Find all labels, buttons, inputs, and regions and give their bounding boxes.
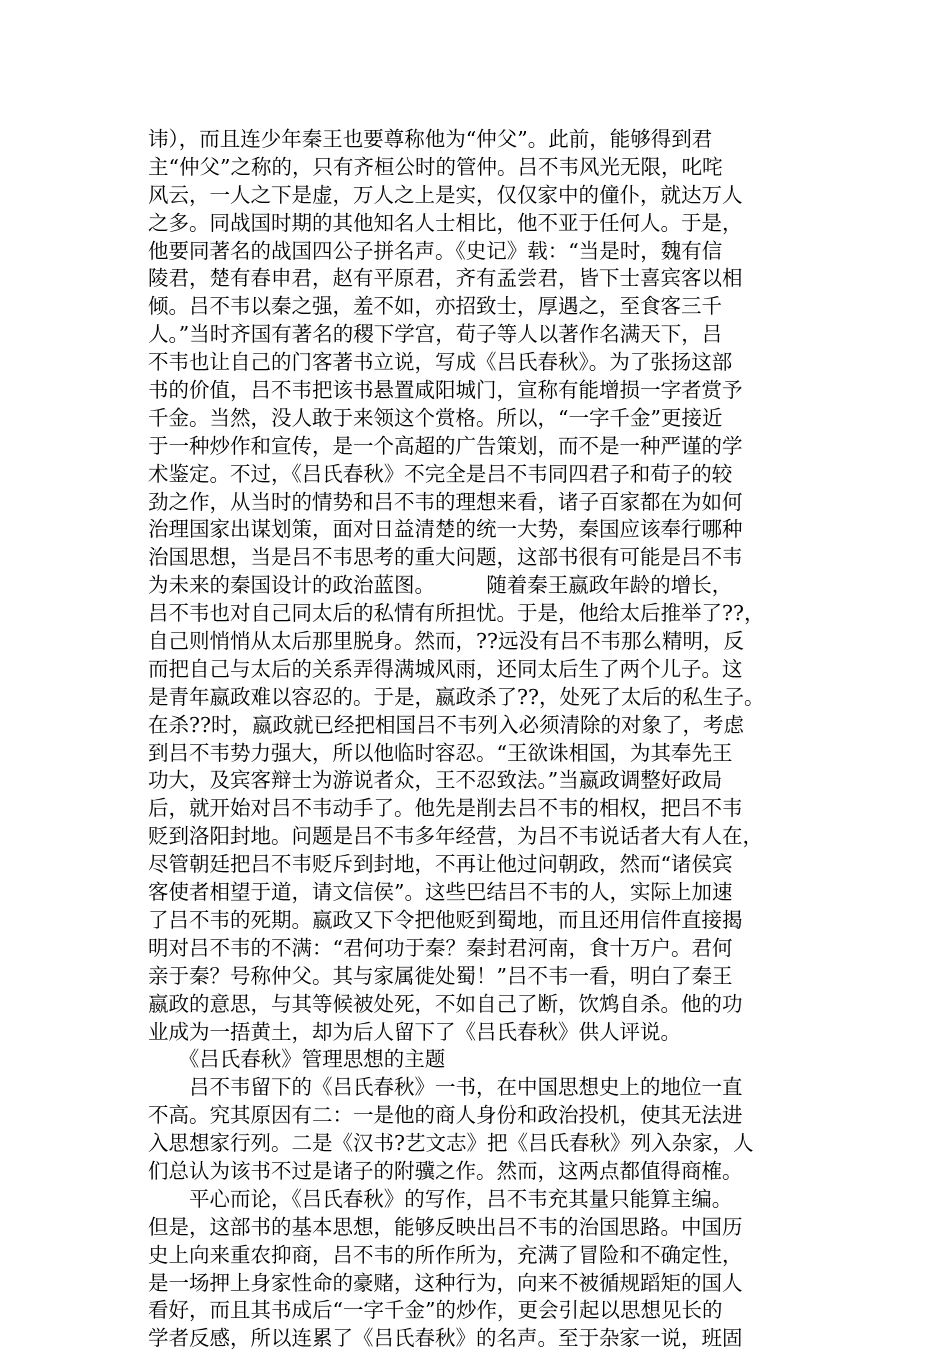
text-line: 是青年嬴政难以容忍的。于是，嬴政杀了??，处死了太后的私生子。 — [148, 684, 765, 709]
text-line: 术鉴定。不过，《吕氏春秋》不完全是吕不韦同四君子和荀子的较 — [148, 461, 733, 486]
text-line: 不高。究其原因有二：一是他的商人身份和政治投机，使其无法进 — [148, 1103, 743, 1128]
text-line: 讳），而且连少年秦王也要尊称他为“仲父”。此前，能够得到君 — [148, 127, 713, 151]
text-line: 风云，一人之下是虚，万人之上是实，仅仅家中的僮仆，就达万人 — [148, 182, 743, 207]
text-line: 学者反感，所以连累了《吕氏春秋》的名声。至于杂家一说，班固 — [148, 1326, 743, 1351]
text-line: 人。”当时齐国有著名的稷下学宫，荀子等人以著作名满天下，吕 — [148, 322, 723, 347]
text-line: 业成为一捂黄土，却为后人留下了《吕氏春秋》供人评说。 — [148, 1019, 681, 1044]
text-line: 后，就开始对吕不韦动手了。他先是削去吕不韦的相权，把吕不韦 — [148, 796, 743, 821]
text-line: 治国思想，当是吕不韦思考的重大问题，这部书很有可能是吕不韦 — [148, 545, 743, 570]
text-line: 入思想家行列。二是《汉书?艺文志》把《吕氏春秋》列入杂家，人 — [148, 1131, 754, 1156]
text-line: 之多。同战国时期的其他知名人士相比，他不亚于任何人。于是， — [148, 210, 743, 235]
text-line: 主“仲父”之称的，只有齐桓公时的管仲。吕不韦风光无限，叱咤 — [148, 154, 723, 179]
text-line: 而把自己与太后的关系弄得满城风雨，还同太后生了两个儿子。这 — [148, 656, 743, 681]
text-line: 但是，这部书的基本思想，能够反映出吕不韦的治国思路。中国历 — [148, 1214, 743, 1239]
text-line: 千金。当然，没人敢于来领这个赏格。所以，“一字千金”更接近 — [148, 405, 723, 430]
text-line: 尽管朝廷把吕不韦贬斥到封地，不再让他过问朝政，然而“诸侯宾 — [148, 852, 733, 877]
text-line: 自己则悄悄从太后那里脱身。然而，??远没有吕不韦那么精明，反 — [148, 629, 744, 654]
text-line: 到吕不韦势力强大，所以他临时容忍。“王欲诛相国，为其奉先王 — [148, 740, 733, 765]
text-line: 是一场押上身家性命的豪赌，这种行为，向来不被循规蹈矩的国人 — [148, 1270, 743, 1295]
text-line: 客使者相望于道，请文信侯”。这些巴结吕不韦的人，实际上加速 — [148, 880, 733, 905]
text-line: 劲之作，从当时的情势和吕不韦的理想来看，诸子百家都在为如何 — [148, 489, 743, 514]
text-line: 明对吕不韦的不满：“君何功于秦？秦封君河南，食十万户。君何 — [148, 935, 733, 960]
text-line: 平心而论，《吕氏春秋》的写作，吕不韦充其量只能算主编。 — [148, 1186, 733, 1211]
text-line: 亲于秦？号称仲父。其与家属徙处蜀！”吕不韦一看，明白了秦王 — [148, 963, 733, 988]
text-line: 为未来的秦国设计的政治蓝图。 随着秦王嬴政年龄的增长， — [148, 573, 733, 598]
text-line: 倾。吕不韦以秦之强，羞不如，亦招致士，厚遇之，至食客三千 — [148, 294, 722, 319]
text-line: 功大，及宾客辩士为游说者众，王不忍致法。”当嬴政调整好政局 — [148, 768, 723, 793]
text-line: 他要同著名的战国四公子拼名声。《史记》载：“当是时，魏有信 — [148, 238, 723, 263]
text-line: 嬴政的意思，与其等候被处死，不如自己了断，饮鸩自杀。他的功 — [148, 991, 743, 1016]
body-text — [148, 126, 808, 1353]
text-line: 了吕不韦的死期。嬴政又下令把他贬到蜀地，而且还用信件直接揭 — [148, 907, 743, 932]
text-line: 不韦也让自己的门客著书立说，写成《吕氏春秋》。为了张扬这部 — [148, 350, 733, 375]
text-line: 陵君，楚有春申君，赵有平原君，齐有孟尝君，皆下士喜宾客以相 — [148, 266, 743, 291]
text-line: 治理国家出谋划策，面对日益清楚的统一大势，秦国应该奉行哪种 — [148, 517, 743, 542]
text-line: 书的价值，吕不韦把该书悬置咸阳城门，宣称有能增损一字者赏予 — [148, 378, 743, 403]
text-line: 于一种炒作和宣传，是一个高超的广告策划，而不是一种严谨的学 — [148, 433, 743, 458]
text-line: 看好，而且其书成后“一字千金”的炒作，更会引起以思想见长的 — [148, 1298, 723, 1323]
text-line: 《吕氏春秋》管理思想的主题 — [148, 1047, 446, 1072]
text-line: 吕不韦也对自己同太后的私情有所担忧。于是，他给太后推举了??， — [148, 601, 765, 626]
text-line: 贬到洛阳封地。问题是吕不韦多年经营，为吕不韦说话者大有人在， — [148, 824, 763, 849]
text-line: 吕不韦留下的《吕氏春秋》一书，在中国思想史上的地位一直 — [148, 1075, 743, 1100]
text-line: 在杀??时，嬴政就已经把相国吕不韦列入必须清除的对象了，考虑 — [148, 712, 744, 737]
text-line: 史上向来重农抑商，吕不韦的所作所为，充满了冒险和不确定性， — [148, 1242, 743, 1267]
text-line: 们总认为该书不过是诸子的附骥之作。然而，这两点都值得商榷。 — [148, 1158, 743, 1183]
